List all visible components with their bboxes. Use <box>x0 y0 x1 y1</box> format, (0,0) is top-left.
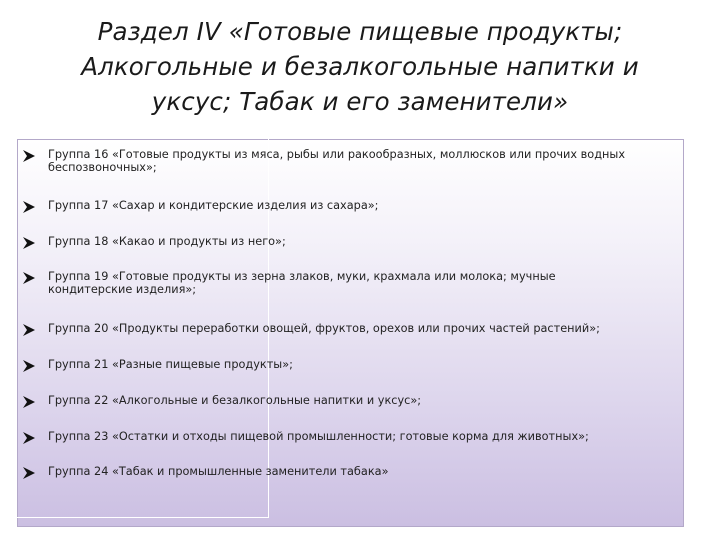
title-line-2: Алкогольные и безалкогольные напитки и <box>81 52 639 81</box>
title-line-3: уксус; Табак и его заменители» <box>151 87 569 116</box>
list-item-text: Группа 21 «Разные пищевые продукты»; <box>48 358 293 371</box>
arrow-bullet-icon <box>22 149 36 163</box>
title-line-1: Раздел IV «Готовые пищевые продукты; <box>97 17 623 46</box>
list-item-text: Группа 23 «Остатки и отходы пищевой промышленности; готовые корма для животных»; <box>48 430 589 443</box>
arrow-bullet-icon <box>22 466 36 480</box>
arrow-bullet-icon <box>22 200 36 214</box>
arrow-bullet-icon <box>22 236 36 250</box>
list-item-text: Группа 18 «Какао и продукты из него»; <box>48 235 286 248</box>
arrow-bullet-icon <box>22 431 36 445</box>
list-item-text: Группа 24 «Табак и промышленные заменители табака» <box>48 465 389 478</box>
arrow-bullet-icon <box>22 271 36 285</box>
slide-title <box>40 14 680 119</box>
list-item-text: Группа 19 «Готовые продукты из зерна злаков, муки, крахмала или молока; мучные кондитерские изделия»; <box>48 270 556 296</box>
list-item-text: Группа 17 «Сахар и кондитерские изделия из сахара»; <box>48 199 379 212</box>
list-item-text: Группа 16 «Готовые продукты из мяса, рыбы или ракообразных, моллюсков или прочих водных беспозвоночных»; <box>48 148 626 174</box>
list-item-text: Группа 22 «Алкогольные и безалкогольные напитки и уксус»; <box>48 394 422 407</box>
arrow-bullet-icon <box>22 395 36 409</box>
list-item-text: Группа 20 «Продукты переработки овощей, фруктов, орехов или прочих частей растений»; <box>48 322 600 335</box>
arrow-bullet-icon <box>22 323 36 337</box>
arrow-bullet-icon <box>22 359 36 373</box>
